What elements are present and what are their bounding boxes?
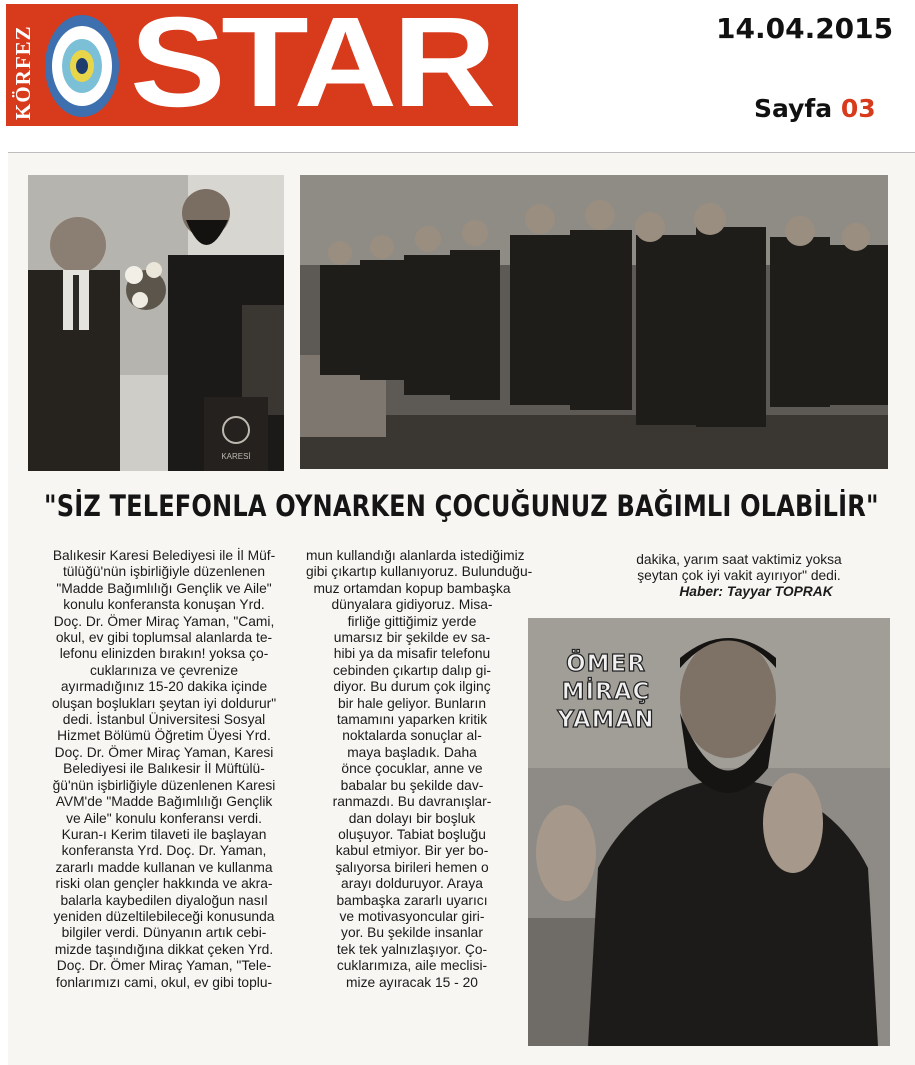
newspaper-masthead [6, 4, 518, 126]
text-line: bir hale geliyor. Bunların [337, 695, 487, 711]
korfez-vertical-logo [10, 8, 36, 122]
text-line: Kuran-ı Kerim tilaveti ile başlayan [61, 826, 267, 842]
text-line: oluşuyor. Tabiat boşluğu [338, 826, 486, 842]
article-credit: Haber: Tayyar TOPRAK [679, 584, 833, 599]
gift-bag-text: KARESİ [221, 452, 251, 461]
text-line: riski olan gençler hakkında ve akra- [55, 876, 273, 892]
text-line: mizde taşındığına dikkat çeken Yrd. [54, 941, 274, 957]
text-line: tek tek yalnızlaşıyor. Ço- [336, 941, 488, 957]
text-line: cebinden çıkartıp dalıp gi- [333, 662, 491, 678]
text-line: şalıyorsa birileri hemen o [335, 859, 489, 875]
text-line: ve motivasyoncular giri- [339, 908, 485, 924]
text-line: konferansta Yrd. Doç. Dr. Yaman, [61, 843, 267, 859]
page-number: 03 [840, 94, 876, 123]
text-line: balarla kaybedilen diyaloğun nasıl [60, 892, 268, 908]
publication-date: 14.04.2015 [716, 12, 894, 45]
text-line: Doç. Dr. Ömer Miraç Yaman, Karesi [54, 744, 274, 760]
caption-line: ÖMER [566, 651, 646, 677]
text-line: yor. Bu şekilde insanlar [341, 925, 483, 941]
star-eye-logo [44, 14, 120, 118]
newspaper-title: STAR [130, 4, 492, 126]
text-line: umarsız bir şekilde ev sa- [333, 630, 491, 646]
text-line: tülüğü'nün işbirliğiyle düzenlenen [62, 564, 266, 580]
korfez-text: KÖRFEZ [11, 25, 35, 120]
text-line: şeytan çok iyi vakit ayırıyor" dedi. [637, 568, 841, 584]
photo-caption-name [551, 650, 661, 734]
text-line: bilgiler verdi. Dünyanın artık cebi- [61, 925, 267, 941]
text-line: okul, ev gibi toplumsal alanlarda te- [55, 630, 273, 646]
text-line: oluşan boşlukları şeytan iyi doldurur" [51, 695, 277, 711]
article-headline: "SİZ TELEFONLA OYNARKEN ÇOCUĞUNUZ BAĞIMLI OLABİLİR" [44, 489, 879, 523]
text-line: zararlı madde kullanan ve kullanma [55, 859, 273, 875]
text-line: mun kullandığı alanlarda istediğimiz [306, 548, 525, 563]
text-line: tamamını yaparken kritik [336, 712, 488, 728]
text-line: bambaşka zararlı uyarıcı [336, 892, 488, 908]
page-label: Sayfa [754, 94, 833, 123]
text-line: kabul etmiyor. Bir yer bo- [335, 843, 489, 859]
text-line: arayı dolduruyor. Araya [341, 876, 483, 892]
text-line: konulu konferansta konuşan Yrd. [63, 597, 265, 613]
text-line: Hizmet Bölümü Öğretim Üyesi Yrd. [57, 728, 271, 744]
text-line: lefonu elinizden bırakın! yoksa ço- [59, 646, 269, 662]
page-indicator [754, 94, 876, 123]
article-column-2 [306, 548, 533, 991]
text-line: Doç. Dr. Ömer Miraç Yaman, "Cami, [53, 613, 275, 629]
text-line: yeniden düzeltilebileceği konusunda [53, 908, 275, 924]
article-column-1 [28, 548, 300, 991]
text-line: AVM'de "Madde Bağımlılığı Gençlik [55, 794, 273, 810]
caption-line: YAMAN [557, 707, 655, 733]
text-line: dünyalara gidiyoruz. Misa- [331, 597, 493, 613]
text-line: mize ayıracak 15 - 20 [346, 974, 478, 990]
text-line: Balıkesir Karesi Belediyesi ile İl Müf- [52, 548, 276, 563]
text-line: ğü'nün işbirliğiyle düzenlenen Karesi [52, 777, 276, 793]
text-line: dedi. İstanbul Üniversitesi Sosyal [62, 712, 266, 728]
text-line: diyor. Bu durum çok ilginç [333, 679, 491, 695]
article-column-3 [620, 552, 858, 585]
photo-gift-presentation [28, 175, 284, 471]
photo-audience-graphic [300, 175, 888, 469]
text-line: hibi ya da misafir telefonu [333, 646, 491, 662]
text-line: fonlarımızı cami, okul, ev gibi toplu- [55, 974, 273, 990]
text-line: muz ortamdan kopup bambaşka [313, 580, 511, 596]
text-line: "Madde Bağımlılığı Gençlik ve Aile" [56, 580, 272, 596]
photo-audience [300, 175, 888, 469]
text-line: ve Aile" konulu konferansı verdi. [66, 810, 262, 826]
caption-line: MİRAÇ [561, 679, 651, 705]
text-line: cuklarınıza ve çevrenize [90, 662, 238, 678]
text-line: Belediyesi ile Balıkesir İl Müftülü- [63, 761, 265, 777]
text-line: dakika, yarım saat vaktimiz yoksa [636, 552, 842, 567]
text-line: babalar bu şekilde dav- [340, 777, 484, 793]
photo-gift-presentation-graphic [28, 175, 284, 471]
text-line: dan dolayı bir boşluk [348, 810, 476, 826]
text-line: firliğe gittiğimiz yerde [347, 613, 477, 629]
text-line: noktalarda sonuçlar al- [342, 728, 482, 744]
text-line: ayırmadığınız 15-20 dakika içinde [60, 679, 268, 695]
text-line: cuklarımıza, aile meclisi- [336, 958, 488, 974]
text-line: maya başladık. Daha [347, 744, 477, 760]
text-line: ranmazdı. Bu davranışlar- [332, 794, 492, 810]
text-line: gibi çıkartıp kullanıyoruz. Bulunduğu- [306, 564, 533, 580]
text-line: önce çocuklar, anne ve [341, 761, 483, 777]
text-line: Doç. Dr. Ömer Miraç Yaman, "Tele- [56, 958, 272, 974]
